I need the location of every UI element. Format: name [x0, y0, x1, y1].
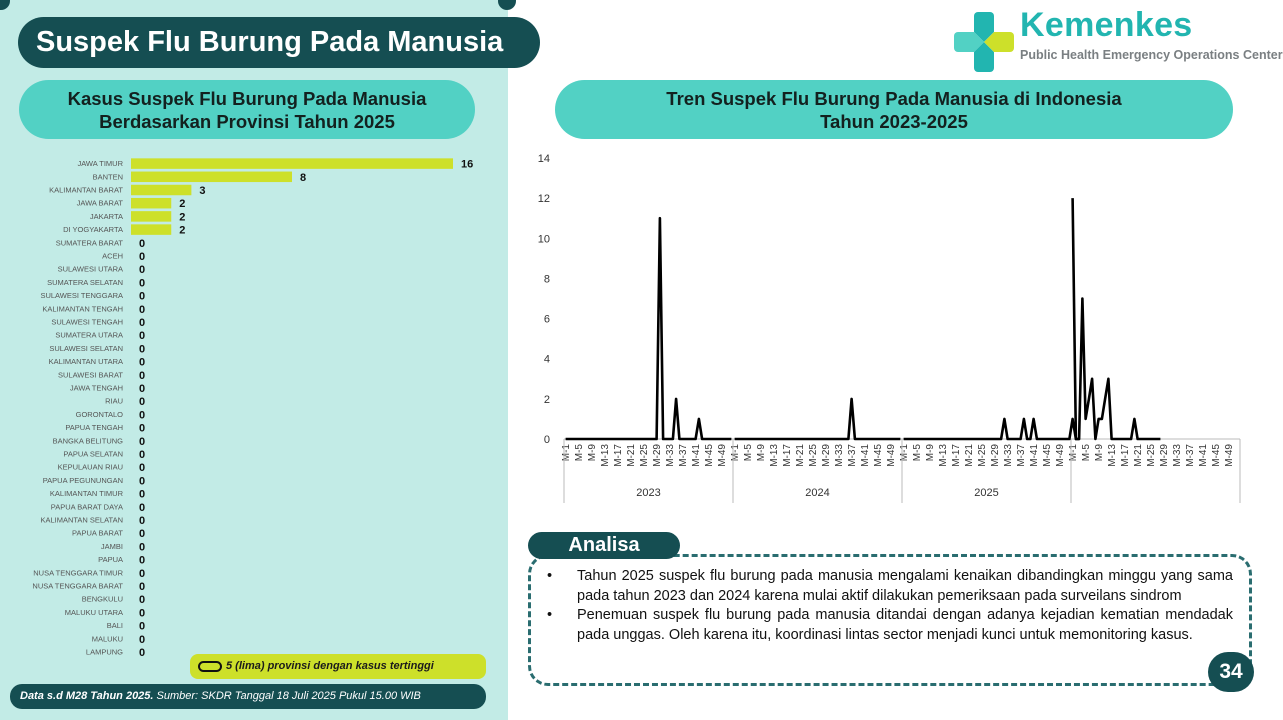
bar-value-label: 0 [139, 475, 146, 488]
bar-value-label: 0 [139, 620, 146, 633]
x-tick-label: M-29 [990, 444, 1002, 467]
bar-value-label: 0 [139, 317, 146, 329]
bar [131, 211, 171, 222]
bar-value-label: 0 [139, 343, 146, 356]
bar-category-label: SUMATERA SELATAN [47, 277, 123, 287]
x-tick-label: M-41 [691, 444, 703, 467]
bar-category-label: BANGKA BELITUNG [52, 436, 123, 446]
bar-value-label: 0 [139, 554, 146, 567]
trend-line-2025 [904, 419, 1080, 439]
footnote-data-cutoff: Data s.d M28 Tahun 2025. [20, 690, 154, 702]
x-tick-label: M-17 [782, 444, 794, 467]
analisa-label: Analisa [528, 532, 680, 559]
year-label: 2025 [974, 487, 999, 499]
legend-text: 5 (lima) provinsi dengan kasus tertinggi [226, 660, 434, 672]
x-tick-label: M-5 [574, 444, 586, 462]
bar-category-label: KEPULAUAN RIAU [57, 462, 123, 472]
bar [131, 172, 292, 183]
analisa-bullet: • Penemuan suspek flu burung pada manusia ditandai dengan adanya kejadian kematian mendadak pada unggas. Oleh karena itu, koordinasi lintas sector menjadi kunci untuk memonitoring kasus. [577, 606, 1233, 645]
bar-category-label: PAPUA SELATAN [63, 449, 123, 459]
bar-category-label: PAPUA BARAT DAYA [50, 502, 123, 512]
x-tick-label: M-33 [1172, 444, 1184, 467]
bar-category-label: JAKARTA [89, 211, 123, 221]
x-tick-label: M-45 [1211, 444, 1223, 467]
bar-value-label: 3 [199, 185, 206, 197]
bar-category-label: PAPUA BARAT [72, 528, 123, 538]
x-tick-label: M-13 [938, 444, 950, 467]
x-tick-label: M-1 [899, 444, 911, 462]
bar [131, 185, 191, 196]
bar-category-label: JAWA TIMUR [77, 159, 123, 169]
bar-value-label: 0 [139, 277, 146, 290]
bar-category-label: DI YOGYAKARTA [63, 225, 123, 235]
bar-category-label: LAMPUNG [85, 647, 123, 657]
x-tick-label: M-37 [1185, 444, 1197, 467]
bar-value-label: 0 [139, 303, 146, 316]
bar-value-label: 0 [139, 633, 146, 646]
trend-line-2023 [566, 218, 732, 439]
x-tick-label: M-41 [1198, 444, 1210, 467]
bar-value-label: 0 [139, 567, 146, 580]
x-tick-label: M-13 [600, 444, 612, 467]
bar-value-label: 0 [139, 237, 146, 250]
bar-category-label: PAPUA [98, 555, 123, 565]
bar-value-label: 0 [139, 422, 146, 435]
x-tick-label: M-9 [587, 444, 599, 462]
bar-category-label: KALIMANTAN BARAT [49, 185, 123, 195]
x-tick-label: M-33 [1003, 444, 1015, 467]
bar-category-label: JAWA BARAT [76, 198, 123, 208]
x-tick-label: M-33 [665, 444, 677, 467]
x-tick-label: M-25 [1146, 444, 1158, 467]
x-tick-label: M-1 [561, 444, 573, 462]
bar-value-label: 0 [139, 251, 146, 263]
bar-category-label: SUMATERA BARAT [55, 238, 123, 248]
bar-chart-title-line2: Berdasarkan Provinsi Tahun 2025 [99, 110, 395, 132]
x-tick-label: M-9 [756, 444, 768, 462]
bar-value-label: 0 [139, 515, 146, 527]
x-tick-label: M-13 [769, 444, 781, 467]
y-tick-label: 4 [543, 353, 550, 366]
x-tick-label: M-25 [639, 444, 651, 467]
bar-value-label: 0 [139, 647, 146, 659]
year-label: 2024 [805, 487, 830, 499]
y-tick-label: 0 [543, 434, 550, 446]
bar-value-label: 0 [139, 541, 146, 554]
x-tick-label: M-5 [912, 444, 924, 462]
logo-name: Kemenkes [1020, 6, 1193, 44]
bar-category-label: SULAWESI TENGGARA [40, 291, 123, 301]
bar-category-label: PAPUA PEGUNUNGAN [42, 475, 123, 485]
x-tick-label: M-49 [1055, 444, 1067, 467]
bar-category-label: MALUKU [91, 634, 123, 644]
bar-category-label: RIAU [105, 396, 123, 406]
bar-category-label: NUSA TENGGARA TIMUR [33, 568, 123, 578]
bar-category-label: SULAWESI BARAT [57, 370, 123, 380]
kemenkes-logo [952, 6, 1283, 78]
legend-swatch [198, 661, 222, 672]
bar-category-label: PAPUA TENGAH [65, 423, 123, 433]
y-tick-label: 12 [537, 193, 550, 206]
bar-category-label: KALIMANTAN UTARA [48, 357, 123, 367]
bar-value-label: 2 [179, 224, 186, 237]
x-tick-label: M-21 [964, 444, 976, 467]
x-tick-label: M-21 [1133, 444, 1145, 467]
x-tick-label: M-17 [1120, 444, 1132, 467]
analisa-bullet: • Tahun 2025 suspek flu burung pada manusia mengalami kenaikan dibandingkan minggu yang sama pada tahun 2023 dan 2024 karena mulai aktif dilakukan pemeriksaan pada surveilans sindrom [577, 567, 1233, 606]
kemenkes-logo-icon [952, 10, 1016, 74]
bar-category-label: KALIMANTAN TIMUR [49, 489, 123, 499]
province-bar-chart [0, 152, 508, 659]
trend-line-chart [530, 142, 1250, 508]
bar-category-label: SULAWESI TENGAH [51, 317, 123, 327]
bar-category-label: BANTEN [92, 172, 123, 182]
bar-value-label: 0 [139, 369, 146, 382]
bar-value-label: 16 [461, 158, 474, 171]
bar-value-label: 2 [179, 211, 186, 224]
bar-category-label: KALIMANTAN TENGAH [42, 304, 123, 314]
analisa-box [528, 554, 1252, 686]
x-tick-label: M-9 [925, 444, 937, 462]
y-tick-label: 8 [543, 273, 550, 286]
bar-value-label: 0 [139, 449, 146, 461]
x-tick-label: M-25 [808, 444, 820, 467]
x-tick-label: M-17 [951, 444, 963, 467]
bar-category-label: NUSA TENGGARA BARAT [32, 581, 123, 591]
bar-value-label: 0 [139, 435, 146, 448]
bar-value-label: 0 [139, 356, 146, 369]
trend-chart-title-line2: Tahun 2023-2025 [820, 110, 968, 132]
x-tick-label: M-21 [626, 444, 638, 467]
trend-chart-title-line1: Tren Suspek Flu Burung Pada Manusia di Indonesia [666, 87, 1122, 109]
x-tick-label: M-25 [977, 444, 989, 467]
x-tick-label: M-5 [1081, 444, 1093, 462]
bar-value-label: 0 [139, 462, 146, 475]
bar-category-label: BENGKULU [81, 594, 123, 604]
bar [131, 198, 171, 209]
bar-value-label: 2 [179, 198, 186, 211]
bar [131, 158, 453, 169]
bar [131, 224, 171, 235]
bar-category-label: JAWA TENGAH [69, 383, 123, 393]
x-tick-label: M-29 [1159, 444, 1171, 467]
x-tick-label: M-45 [1042, 444, 1054, 467]
x-tick-label: M-37 [847, 444, 859, 467]
x-tick-label: M-29 [652, 444, 664, 467]
bar-chart-title [19, 80, 475, 139]
x-tick-label: M-49 [1224, 444, 1236, 467]
y-tick-label: 2 [543, 393, 550, 406]
bar-value-label: 0 [139, 383, 146, 395]
bar-value-label: 0 [139, 264, 146, 277]
bar-value-label: 8 [300, 171, 307, 184]
analisa-list [543, 567, 1233, 645]
x-tick-label: M-37 [1016, 444, 1028, 467]
bar-category-label: ACEH [102, 251, 123, 261]
x-tick-label: M-37 [678, 444, 690, 467]
logo-subtitle: Public Health Emergency Operations Center [1020, 48, 1283, 62]
x-tick-label: M-17 [613, 444, 625, 467]
bar-value-label: 0 [139, 581, 146, 593]
bar-value-label: 0 [139, 528, 146, 541]
x-tick-label: M-41 [1029, 444, 1041, 467]
bar-value-label: 0 [139, 501, 146, 514]
x-tick-label: M-13 [1107, 444, 1119, 467]
bar-value-label: 0 [139, 607, 146, 620]
x-tick-label: M-1 [730, 444, 742, 462]
bar-value-label: 0 [139, 409, 146, 422]
page-title: Suspek Flu Burung Pada Manusia [18, 17, 540, 68]
bar-value-label: 0 [139, 488, 146, 501]
bar-category-label: SULAWESI UTARA [57, 264, 123, 274]
y-tick-label: 14 [537, 153, 550, 165]
x-tick-label: M-5 [743, 444, 755, 462]
page-number: 34 [1208, 652, 1254, 692]
x-tick-label: M-9 [1094, 444, 1106, 462]
trend-chart-title [555, 80, 1233, 139]
year-label: 2023 [636, 487, 661, 499]
bar-category-label: MALUKU UTARA [64, 607, 123, 617]
bar-category-label: JAMBI [100, 541, 123, 551]
bar-value-label: 0 [139, 330, 146, 343]
trend-line-2024 [735, 399, 901, 439]
x-tick-label: M-45 [873, 444, 885, 467]
x-tick-label: M-41 [860, 444, 872, 467]
bar-value-label: 0 [139, 290, 146, 303]
x-tick-label: M-29 [821, 444, 833, 467]
x-tick-label: M-49 [886, 444, 898, 467]
bar-category-label: SULAWESI SELATAN [49, 343, 123, 353]
x-tick-label: M-49 [717, 444, 729, 467]
footnote-source: Sumber: SKDR Tanggal 18 Juli 2025 Pukul 15.00 WIB [153, 690, 421, 702]
x-tick-label: M-33 [834, 444, 846, 467]
legend [190, 654, 486, 679]
x-tick-label: M-45 [704, 444, 716, 467]
bar-category-label: KALIMANTAN SELATAN [40, 515, 123, 525]
x-tick-label: M-1 [1068, 444, 1080, 462]
y-tick-label: 6 [543, 313, 550, 326]
bar-category-label: SUMATERA UTARA [55, 330, 123, 340]
source-footnote [10, 684, 486, 709]
x-tick-label: M-21 [795, 444, 807, 467]
trend-line-undefined [1073, 198, 1161, 439]
bar-category-label: GORONTALO [75, 409, 123, 419]
y-tick-label: 10 [537, 233, 550, 246]
bar-value-label: 0 [139, 396, 146, 409]
bar-category-label: BALI [106, 621, 123, 631]
bar-chart-title-line1: Kasus Suspek Flu Burung Pada Manusia [67, 87, 427, 109]
bar-value-label: 0 [139, 594, 146, 607]
